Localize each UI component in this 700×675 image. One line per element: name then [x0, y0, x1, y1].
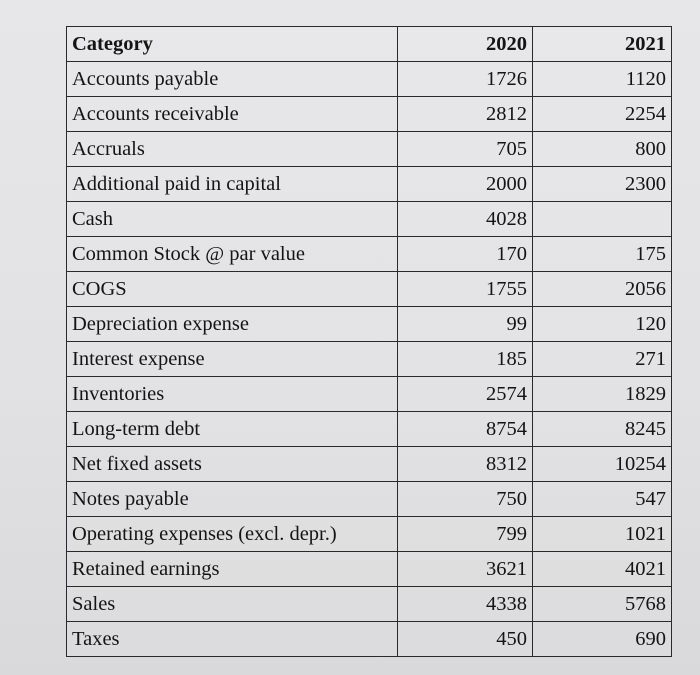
value-2021-cell: 5768	[533, 587, 672, 622]
category-cell: COGS	[67, 272, 398, 307]
value-2021-cell	[533, 202, 672, 237]
value-2021-cell: 547	[533, 482, 672, 517]
table-row	[67, 62, 672, 97]
value-2021-cell: 2300	[533, 167, 672, 202]
value-2021-cell: 175	[533, 237, 672, 272]
table-body	[67, 62, 672, 657]
category-cell: Net fixed assets	[67, 447, 398, 482]
value-2020-cell: 4338	[398, 587, 533, 622]
value-2020-cell: 4028	[398, 202, 533, 237]
table-row	[67, 552, 672, 587]
value-2021-cell: 8245	[533, 412, 672, 447]
table-row	[67, 97, 672, 132]
value-2020-cell: 170	[398, 237, 533, 272]
category-cell: Retained earnings	[67, 552, 398, 587]
value-2020-cell: 8754	[398, 412, 533, 447]
value-2021-cell: 2254	[533, 97, 672, 132]
category-cell: Operating expenses (excl. depr.)	[67, 517, 398, 552]
value-2021-cell: 10254	[533, 447, 672, 482]
category-cell: Cash	[67, 202, 398, 237]
value-2021-cell: 271	[533, 342, 672, 377]
value-2021-cell: 120	[533, 307, 672, 342]
value-2021-cell: 1829	[533, 377, 672, 412]
category-cell: Additional paid in capital	[67, 167, 398, 202]
value-2021-cell: 2056	[533, 272, 672, 307]
category-cell: Notes payable	[67, 482, 398, 517]
value-2021-cell: 4021	[533, 552, 672, 587]
category-cell: Accruals	[67, 132, 398, 167]
financial-table-sheet	[66, 26, 666, 654]
table-row	[67, 517, 672, 552]
table-row	[67, 202, 672, 237]
value-2020-cell: 705	[398, 132, 533, 167]
category-cell: Accounts receivable	[67, 97, 398, 132]
category-cell: Long-term debt	[67, 412, 398, 447]
value-2020-cell: 185	[398, 342, 533, 377]
category-cell: Inventories	[67, 377, 398, 412]
value-2020-cell: 799	[398, 517, 533, 552]
value-2021-cell: 800	[533, 132, 672, 167]
value-2020-cell: 1755	[398, 272, 533, 307]
value-2020-cell: 1726	[398, 62, 533, 97]
table-row	[67, 342, 672, 377]
table-row	[67, 622, 672, 657]
value-2020-cell: 99	[398, 307, 533, 342]
table-row	[67, 412, 672, 447]
table-row	[67, 482, 672, 517]
table-row	[67, 307, 672, 342]
financial-data-table	[66, 26, 672, 657]
category-cell: Sales	[67, 587, 398, 622]
value-2020-cell: 2574	[398, 377, 533, 412]
category-cell: Depreciation expense	[67, 307, 398, 342]
value-2020-cell: 450	[398, 622, 533, 657]
category-cell: Interest expense	[67, 342, 398, 377]
header-2020: 2020	[398, 27, 533, 62]
category-cell: Taxes	[67, 622, 398, 657]
table-row	[67, 272, 672, 307]
value-2021-cell: 1120	[533, 62, 672, 97]
table-row	[67, 132, 672, 167]
header-category: Category	[67, 27, 398, 62]
table-header-row	[67, 27, 672, 62]
category-cell: Accounts payable	[67, 62, 398, 97]
value-2021-cell: 690	[533, 622, 672, 657]
table-row	[67, 447, 672, 482]
table-row	[67, 167, 672, 202]
value-2021-cell: 1021	[533, 517, 672, 552]
table-row	[67, 377, 672, 412]
value-2020-cell: 2000	[398, 167, 533, 202]
value-2020-cell: 8312	[398, 447, 533, 482]
value-2020-cell: 3621	[398, 552, 533, 587]
table-row	[67, 587, 672, 622]
table-row	[67, 237, 672, 272]
value-2020-cell: 2812	[398, 97, 533, 132]
value-2020-cell: 750	[398, 482, 533, 517]
category-cell: Common Stock @ par value	[67, 237, 398, 272]
header-2021: 2021	[533, 27, 672, 62]
